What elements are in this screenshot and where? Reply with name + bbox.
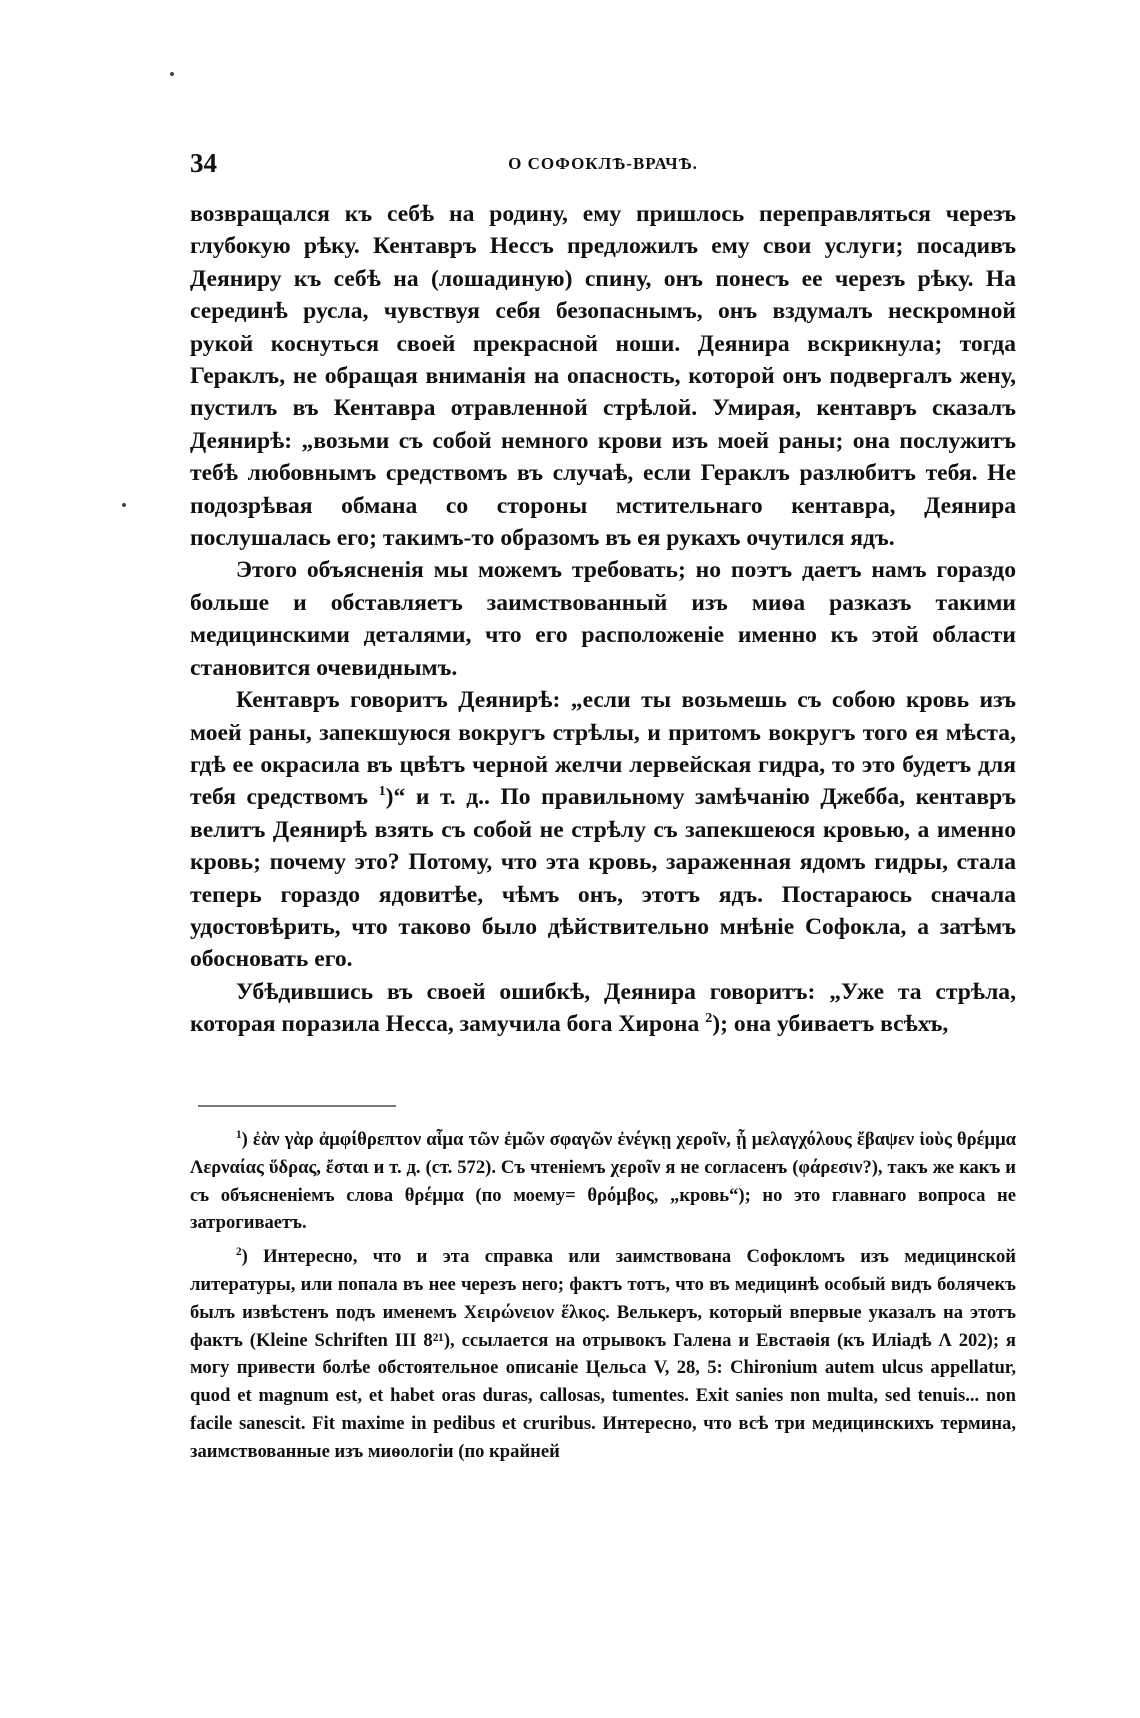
page-number: 34 (190, 148, 217, 178)
paragraph-3-text-b: )“ и т. д.. По правильному замѣчанію Джебба, кентавръ велитъ Деянирѣ взять съ собой не стрѣлу съ запекшеюся кровью, а именно кровь; почему это? Потому, что эта кровь, зараженная ядомъ гидры, стала теперь гораздо ядовитѣе, чѣмъ онъ, этотъ ядъ. Постараюсь сначала удостовѣрить, что таково было дѣйствительно мнѣніе Софокла, а затѣмъ обосновать его. (190, 784, 1016, 973)
footnote-1-marker: 1 (236, 1128, 242, 1141)
footnote-2-text: ) Интересно, что и эта справка или заимствована Софокломъ изъ медицинской литературы, или попала въ нее черезъ него; фактъ тотъ, что въ медицинѣ особый видъ болячекъ былъ извѣстенъ подъ именемъ Χειρώνειον ἕλκος. Велькеръ, который впервые указалъ на этотъ фактъ (Kleine Schriften III 8²¹), ссылается на отрывокъ Галена и Евстаѳія (къ Иліадѣ Λ 202); я могу привести болѣе обстоятельное описаніе Цельса V, 28, 5: Chironium autem ulcus appellatur, quod et magnum est, et habet oras duras, callosas, tumentes. Exit sanies non multa, sed tenuis... non facile sanescit. Fit maxime in pedibus et cruribus. Интересно, что всѣ три медицинскихъ термина, заимствованные изъ миѳологіи (по крайней (190, 1246, 1016, 1462)
footnote-ref-2: 2 (705, 1010, 713, 1027)
paragraph-3-text-a: Кентавръ говоритъ Деянирѣ: „если ты возьмешь съ собою кровь изъ моей раны, запекшуюся вокругъ стрѣлы, и притомъ вокругъ того ея мѣста, гдѣ ее окрасила въ цвѣтъ черной желчи лервейская гидра, то это будетъ для тебя средствомъ (190, 687, 1016, 811)
footnote-ref-1: 1 (378, 783, 386, 800)
paragraph-3 (190, 684, 1016, 976)
running-title: О СОФОКЛѢ-ВРАЧѢ. (508, 154, 698, 173)
footnote-separator (198, 1105, 396, 1107)
footnote-1-text: ) ἐὰν γὰρ ἀμφίθρεπτον αἷμα τῶν ἐμῶν σφαγῶν ἐνέγκῃ χεροῖν, ᾗ μελαγχόλους ἔβαψεν ἰοὺς θρέμμα Λερναίας ὕδρας, ἔσται и т. д. (ст. 572). Съ чтеніемъ χεροῖν я не согласенъ (φάρεσιν?), такъ же какъ и съ объясненіемъ слова θρέμμα (по моему= θρόμβος, „кровь“); но это главнаго вопроса не затрогиваетъ. (190, 1129, 1016, 1234)
paragraph-4-text-a: Убѣдившись въ своей ошибкѣ, Деянира говоритъ: „Уже та стрѣла, которая поразила Несса, замучила бога Хирона (190, 978, 1016, 1038)
scan-speck (122, 503, 126, 507)
paragraph-1: возвращался къ себѣ на родину, ему пришлось переправляться черезъ глубокую рѣку. Кентавръ Нессъ предложилъ ему свои услуги; посадивъ Деяниру къ себѣ на (лошадиную) спину, онъ понесъ ее черезъ рѣку. На серединѣ русла, чувствуя себя безопаснымъ, онъ вздумалъ нескромной рукой коснуться своей прекрасной ноши. Деянира вскрикнула; тогда Гераклъ, не обращая вниманія на опасность, которой онъ подвергалъ жену, пустилъ въ Кентавра отравленной стрѣлой. Умирая, кентавръ сказалъ Деянирѣ: „возьми съ собой немного крови изъ моей раны; она послужитъ тебѣ любовнымъ средствомъ въ случаѣ, если Гераклъ разлюбитъ тебя. Не подозрѣвая обмана со стороны мстительнаго кентавра, Деянира послушалась его; такимъ-то образомъ въ ея рукахъ очутился ядъ. (190, 201, 1016, 552)
footnote-2-marker: 2 (236, 1246, 242, 1258)
page-header (190, 148, 1016, 184)
footnote-2 (190, 1243, 1016, 1465)
main-text (190, 198, 1016, 1041)
footnotes (190, 1126, 1016, 1472)
paragraph-4 (190, 976, 1016, 1041)
footnote-1 (190, 1126, 1016, 1237)
paragraph-2: Этого объясненія мы можемъ требовать; но поэтъ даетъ намъ гораздо больше и обставляетъ заимствованный изъ миѳа разказъ такими медицинскими деталями, что его расположеніе именно къ этой области становится очевиднымъ. (190, 557, 1016, 681)
paragraph-4-text-b: ); она убиваетъ всѣхъ, (712, 1011, 949, 1038)
scan-speck (170, 72, 174, 76)
